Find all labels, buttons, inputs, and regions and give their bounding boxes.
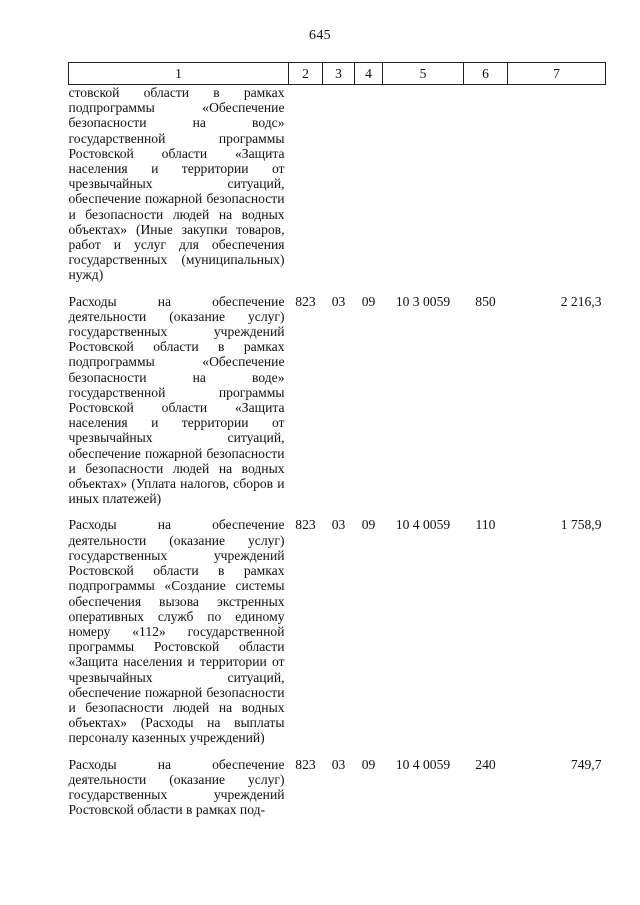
column-header-5: 5 (383, 63, 464, 85)
table-header (69, 63, 606, 85)
row-target-code: 10 4 0059 (395, 756, 451, 772)
row-description: Расходы на обеспечение деятельности (оказание услуг) государственных учреждений Ростовской области в рамках подпрограммы «Обеспечение безопасности на воде» государственной программы Ростовской области «Защита населения и территории от чрезвычайных ситуаций, обеспечение пожарной безопасности и безопасности людей на водных объектах» (Уплата налогов, сборов и иных платежей) (68, 293, 285, 507)
row-target-code: 10 3 0059 (395, 293, 451, 309)
page-number: 645 (309, 28, 331, 43)
row-subsection-code: 09 (361, 517, 376, 533)
table-body (69, 85, 606, 818)
row-expense-type (464, 85, 508, 283)
column-header-1: 1 (69, 63, 289, 85)
column-header-2: 2 (289, 63, 323, 85)
row-section-code (323, 85, 355, 283)
row-target-code: 10 4 0059 (395, 517, 451, 533)
table-row (69, 746, 606, 818)
table-row (69, 283, 606, 507)
row-section-code: 03 (331, 517, 346, 533)
row-description: Расходы на обеспечение деятельности (оказание услуг) государственных учреждений Ростовской области в рамках под- (68, 756, 285, 818)
header-row (69, 63, 606, 85)
row-amount (508, 85, 606, 283)
row-amount: 2 216,3 (560, 293, 602, 309)
row-expense-type: 110 (475, 517, 496, 533)
row-ministry-code: 823 (295, 517, 316, 533)
row-description: стовской области в рамках подпрограммы «Обеспечение безопасности на водс» государственной программы Ростовской области «Защита населения и территории от чрезвычайных ситуаций, обеспечение пожарной безопасности и безопасности людей на водных объектах» (Иные закупки товаров, работ и услуг для обеспечения государственных (муниципальных) нужд) (68, 85, 285, 283)
table-row (69, 85, 606, 283)
column-header-6: 6 (464, 63, 508, 85)
row-expense-type: 850 (475, 293, 496, 309)
row-section-code: 03 (331, 293, 346, 309)
row-description: Расходы на обеспечение деятельности (оказание услуг) государственных учреждений Ростовской области в рамках подпрограммы «Создание системы обеспечения вызова экстренных оперативных служб по единому номеру «112» государственной программы Ростовской области «Защита населения и территории от чрезвычайных ситуаций, обеспечение пожарной безопасности и безопасности людей на водных объектах» (Расходы на выплаты персоналу казенных учреждений) (68, 517, 285, 746)
row-amount: 749,7 (570, 756, 602, 772)
row-amount: 1 758,9 (560, 517, 602, 533)
row-expense-type: 240 (475, 756, 496, 772)
row-subsection-code (355, 85, 383, 283)
table-row (69, 506, 606, 745)
row-section-code: 03 (331, 756, 346, 772)
column-header-7: 7 (508, 63, 606, 85)
row-ministry-code (289, 85, 323, 283)
column-header-4: 4 (355, 63, 383, 85)
row-ministry-code: 823 (295, 293, 316, 309)
row-subsection-code: 09 (361, 293, 376, 309)
row-subsection-code: 09 (361, 756, 376, 772)
row-target-code (383, 85, 464, 283)
budget-table (68, 62, 606, 817)
row-ministry-code: 823 (295, 756, 316, 772)
column-header-3: 3 (323, 63, 355, 85)
